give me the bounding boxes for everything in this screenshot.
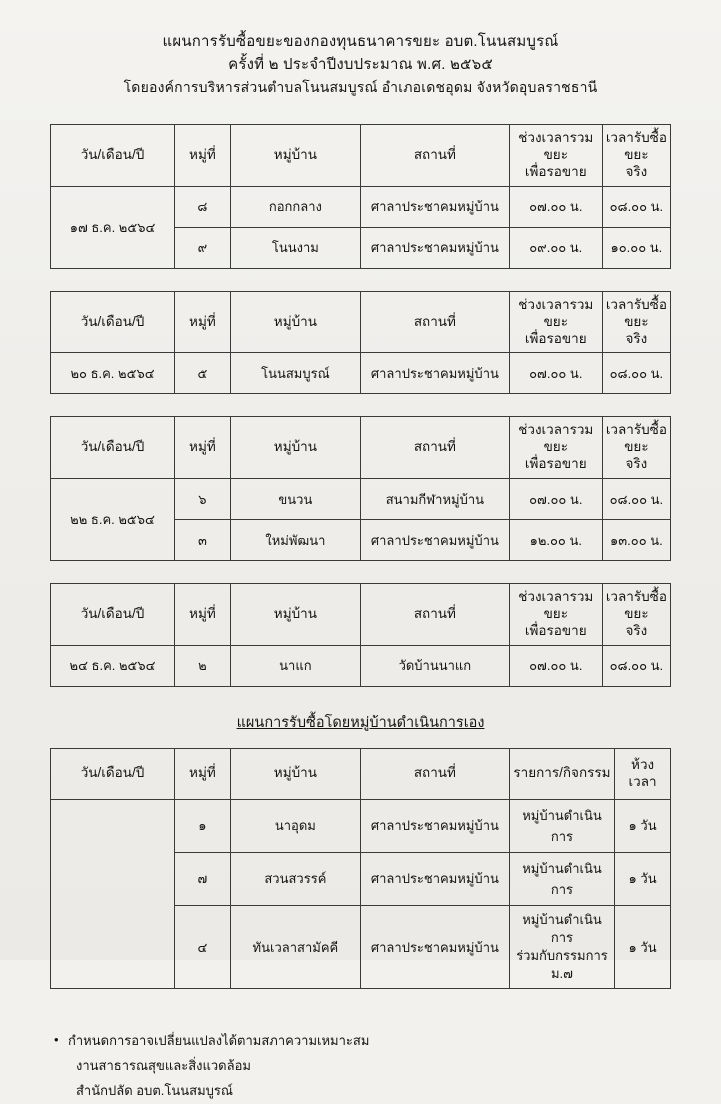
footnote-line-3: สำนักปลัด อบต.โนนสมบูรณ์ [76,1082,233,1098]
header-date: วัน/เดือน/ปี [51,584,175,646]
header-collect-time [509,584,602,646]
table-header-row [51,748,671,799]
header-collect-time-line2: เพื่อรอขาย [524,622,587,638]
header-village: หมู่บ้าน [230,417,360,479]
title-line-1: แผนการรับซื้อขยะของกองทุนธนาคารขยะ อบต.โนนสมบูรณ์ [162,33,559,50]
header-collect-time [509,125,602,187]
header-place: สถานที่ [360,417,509,479]
header-buy-time [602,417,670,479]
cell-village: โนนงาม [230,227,360,268]
table-row [51,645,671,686]
footnote-line-1: • กำหนดการอาจเปลี่ยนแปลงได้ตามสภาความเหมาะสม [68,1029,681,1054]
cell-moo: ๔ [175,905,231,989]
footnote-line-2: งานสาธารณสุขและสิ่งแวดล้อม [76,1058,251,1074]
header-place: สถานที่ [360,291,509,353]
header-buy-time [602,125,670,187]
cell-moo: ๑ [175,799,231,852]
header-date: วัน/เดือน/ปี [51,291,175,353]
cell-collect-time: ๐๗.๐๐ น. [509,353,602,394]
header-date: วัน/เดือน/ปี [51,417,175,479]
cell-activity-line1: หมู่บ้านดำเนินการ [522,911,602,945]
cell-buy-time: ๐๘.๐๐ น. [602,645,670,686]
schedule-table-1-wrapper [40,124,681,269]
cell-village: ใหม่พัฒนา [230,520,360,561]
cell-place: ศาลาประชาคมหมู่บ้าน [360,186,509,227]
header-place: สถานที่ [360,748,509,799]
cell-place: สนามกีฬาหมู่บ้าน [360,479,509,520]
table-row [51,186,671,227]
cell-buy-time: ๑๓.๐๐ น. [602,520,670,561]
cell-moo: ๕ [175,353,231,394]
page-title [40,30,681,98]
header-place: สถานที่ [360,125,509,187]
header-moo: หมู่ที่ [175,584,231,646]
header-collect-time-line1: ช่วงเวลารวมขยะ [518,422,594,455]
cell-place: ศาลาประชาคมหมู่บ้าน [360,852,509,905]
header-buy-time-line2: จริง [625,622,648,638]
cell-activity: หมู่บ้านดำเนินการ [509,799,614,852]
header-collect-time-line1: ช่วงเวลารวมขยะ [518,589,594,621]
schedule-table-4-wrapper [40,583,681,687]
cell-village: นาอุดม [230,799,360,852]
header-collect-time-line2: เพื่อรอขาย [524,163,587,179]
header-buy-time-line2: จริง [625,456,648,472]
cell-activity-line3: ม.๗ [550,966,573,982]
schedule-table-2 [50,291,671,395]
schedule-table-2-wrapper [40,291,681,395]
header-collect-time-line1: ช่วงเวลารวมขยะ [518,296,594,329]
cell-moo: ๙ [175,227,231,268]
cell-place: ศาลาประชาคมหมู่บ้าน [360,905,509,989]
cell-moo: ๗ [175,852,231,905]
cell-place: ศาลาประชาคมหมู่บ้าน [360,520,509,561]
title-line-2: ครั้งที่ ๒ ประจำปีงบประมาณ พ.ศ. ๒๕๖๕ [228,56,493,74]
header-buy-time-line1: เวลารับซื้อขยะ [605,589,667,621]
cell-moo: ๓ [175,520,231,561]
header-moo: หมู่ที่ [175,291,231,353]
header-village: หมู่บ้าน [230,291,360,353]
header-activity: รายการ/กิจกรรม [509,748,614,799]
header-collect-time [509,417,602,479]
header-moo: หมู่ที่ [175,748,231,799]
table-row [51,479,671,520]
cell-collect-time: ๑๒.๐๐ น. [509,520,602,561]
cell-village: สวนสวรรค์ [230,852,360,905]
header-moo: หมู่ที่ [175,417,231,479]
table-row [51,799,671,852]
cell-village: กอกกลาง [230,186,360,227]
header-collect-time-line1: ช่วงเวลารวมขยะ [518,130,594,163]
cell-place: ศาลาประชาคมหมู่บ้าน [360,799,509,852]
header-collect-time [509,291,602,353]
header-date: วัน/เดือน/ปี [51,125,175,187]
header-buy-time [602,584,670,646]
cell-moo: ๘ [175,186,231,227]
schedule-table-3-wrapper [40,416,681,561]
header-village: หมู่บ้าน [230,125,360,187]
schedule-table-3 [50,416,671,561]
table-header-row [51,291,671,353]
cell-buy-time: ๐๘.๐๐ น. [602,186,670,227]
cell-collect-time: ๐๙.๐๐ น. [509,227,602,268]
cell-date [51,799,175,989]
header-buy-time-line1: เวลารับซื้อขยะ [605,422,667,455]
header-village: หมู่บ้าน [230,584,360,646]
table-row [51,353,671,394]
schedule-table-4 [50,583,671,687]
cell-activity [509,905,614,989]
footnotes [40,1029,681,1103]
header-buy-time-line2: จริง [625,163,648,179]
cell-buy-time: ๑๐.๐๐ น. [602,227,670,268]
cell-activity: หมู่บ้านดำเนินการ [509,852,614,905]
cell-duration: ๑ วัน [615,852,671,905]
cell-moo: ๒ [175,645,231,686]
cell-buy-time: ๐๘.๐๐ น. [602,353,670,394]
cell-place: ศาลาประชาคมหมู่บ้าน [360,353,509,394]
table-header-row [51,584,671,646]
schedule-table-1 [50,124,671,269]
cell-collect-time: ๐๗.๐๐ น. [509,186,602,227]
cell-collect-time: ๐๗.๐๐ น. [509,645,602,686]
cell-buy-time: ๐๘.๐๐ น. [602,479,670,520]
header-place: สถานที่ [360,584,509,646]
table-header-row [51,125,671,187]
cell-village: โนนสมบูรณ์ [230,353,360,394]
cell-duration: ๑ วัน [615,905,671,989]
cell-place: วัดบ้านนาแก [360,645,509,686]
header-buy-time-line1: เวลารับซื้อขยะ [605,296,667,329]
table-header-row [51,417,671,479]
header-buy-time-line1: เวลารับซื้อขยะ [605,130,667,163]
village-run-table-wrapper [40,748,681,990]
section-subtitle [40,711,681,734]
title-line-3: โดยองค์การบริหารส่วนตำบลโนนสมบูรณ์ อำเภอเดชอุดม จังหวัดอุบลราชธานี [123,78,598,95]
cell-duration: ๑ วัน [615,799,671,852]
header-moo: หมู่ที่ [175,125,231,187]
cell-village: นาแก [230,645,360,686]
cell-activity-line2: ร่วมกับกรรมการ [516,948,608,964]
header-date: วัน/เดือน/ปี [51,748,175,799]
header-village: หมู่บ้าน [230,748,360,799]
cell-date: ๒๐ ธ.ค. ๒๕๖๔ [51,353,175,394]
cell-date: ๒๔ ธ.ค. ๒๕๖๔ [51,645,175,686]
cell-village: ขนวน [230,479,360,520]
cell-collect-time: ๐๗.๐๐ น. [509,479,602,520]
cell-place: ศาลาประชาคมหมู่บ้าน [360,227,509,268]
header-duration: ห้วงเวลา [615,748,671,799]
cell-date: ๒๒ ธ.ค. ๒๕๖๔ [51,479,175,561]
header-collect-time-line2: เพื่อรอขาย [524,456,587,472]
village-run-table [50,748,671,990]
cell-village: ทันเวลาสามัคคี [230,905,360,989]
cell-moo: ๖ [175,479,231,520]
header-collect-time-line2: เพื่อรอขาย [524,330,587,346]
cell-date: ๑๗ ธ.ค. ๒๕๖๔ [51,186,175,268]
section-subtitle-text: แผนการรับซื้อโดยหมู่บ้านดำเนินการเอง [236,714,485,731]
header-buy-time [602,291,670,353]
header-buy-time-line2: จริง [625,330,648,346]
